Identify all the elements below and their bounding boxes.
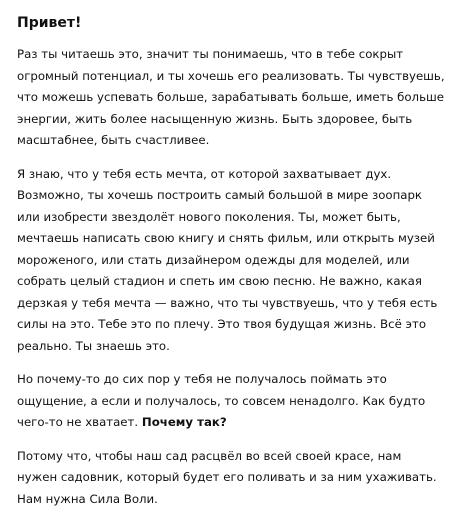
paragraph-1-line-5: масштабнее, быть счастливее. — [17, 133, 210, 147]
paragraph-2-line-8: силы на это. Тебе это по плечу. Это твоя будущая жизнь. Всё это — [17, 317, 427, 331]
paragraph-2-line-1: Я знаю, что у тебя есть мечта, от которой захватывает дух. — [17, 166, 392, 181]
paragraph-1-line-2: огромный потенциал, и ты хочешь его реализовать. Ты чувствуешь, — [17, 68, 445, 83]
paragraph-2-line-7: дерзкая у тебя мечта — важно, что ты чувствуешь, что у тебя есть — [17, 295, 438, 310]
paragraph-2-line-5: мороженого, или стать дизайнером одежды для моделей, или — [17, 252, 410, 267]
paragraph-4-line-3: Нам нужна Сила Воли. — [17, 491, 158, 506]
paragraph-1-line-1: Раз ты читаешь это, значит ты понимаешь, что в тебе сокрыт — [17, 47, 404, 61]
why-so-emphasis: Почему так? — [141, 415, 227, 429]
paragraph-2-line-3: или изобрести звездолёт нового поколения. Ты, может быть, — [17, 209, 401, 224]
paragraph-2-line-4: мечтаешь написать свою книгу и снять фильм, или открыть музей — [17, 231, 435, 245]
paragraph-1-line-3: что можешь успевать больше, зарабатывать больше, иметь больше — [17, 90, 444, 104]
paragraph-2-line-2: Возможно, ты хочешь построить самый большой в мире зоопарк — [17, 188, 423, 202]
paragraph-1-line-4: энергии, жить более насыщенную жизнь. Быть здоровее, быть — [17, 111, 413, 126]
paragraph-4 — [17, 446, 444, 511]
paragraph-4-line-1: Потому что, чтобы наш сад расцвёл во всей своей красе, нам — [17, 448, 402, 463]
paragraph-3-line-1: Но почему-то до сих пор у тебя не получалось поймать это — [17, 372, 387, 386]
document-title: Привет! — [17, 15, 82, 31]
paragraph-3-line-3 — [17, 412, 444, 434]
paragraph-3-line-2: ощущение, а если и получалось, то совсем ненадолго. Как будто — [17, 393, 426, 408]
paragraph-2 — [17, 164, 444, 358]
paragraph-2-line-6: собрать целый стадион и спеть им свою песню. Не важно, какая — [17, 274, 422, 288]
paragraph-4-line-2: нужен садовник, который будет его поливать и за ним ухаживать. — [17, 470, 437, 484]
paragraph-2-line-9: реально. Ты знаешь это. — [17, 338, 170, 353]
paragraph-3-line-3-text: чего-то не хватает. — [17, 415, 142, 429]
paragraph-1 — [17, 44, 444, 152]
paragraph-3 — [17, 369, 444, 434]
